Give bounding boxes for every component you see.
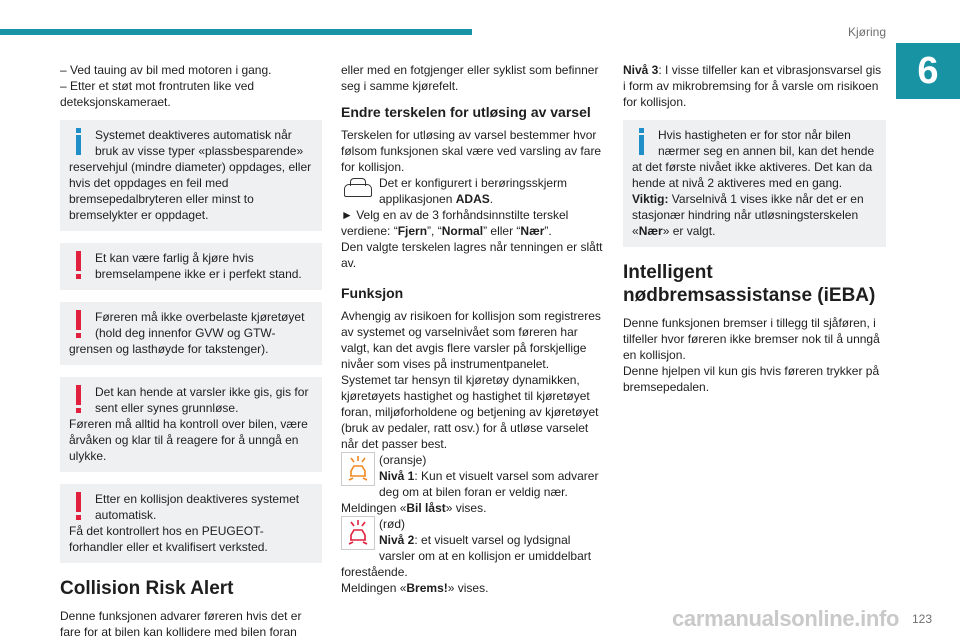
column-1 <box>60 62 322 640</box>
warning-text: Det kan hende at varsler ikke gis, gis for sent eller synes grunnløse. <box>95 385 309 415</box>
warning-text: Et kan være farlig å kjøre hvis bremselampene ikke er i perfekt stand. <box>95 251 302 281</box>
body-text: Denne funksjonen advarer føreren hvis det er fare for at bilen kan kollidere med bilen foran <box>60 609 302 639</box>
info-text: Viktig: Varselnivå 1 vises ikke når det er en stasjonær hindring når utløsningsterskelen «Nær» er valgt. <box>632 192 864 238</box>
warning-box-4 <box>60 484 322 563</box>
body-text: Systemet tar hensyn til kjøretøy dynamikken, kjøretøyets hastighet og hastighet til kjøretøyet foran, miljøforholdene og betjening av kjøretøyet (bruk av pedaler, ratt osv.) for å utløse varselet når det passer best. <box>341 373 599 451</box>
info-icon <box>69 127 91 157</box>
column-3 <box>623 62 886 395</box>
adas-row: Det er konfigurert i berøringsskjerm applikasjonen ADAS. <box>341 175 607 207</box>
body-text: Terskelen for utløsing av varsel bestemmer hvor følsom funksjonen skal være ved varsling av fare for kollisjon. <box>341 128 602 174</box>
body-text: eller med en fotgjenger eller syklist som befinner seg i samme kjørefelt. <box>341 63 599 93</box>
watermark: carmanualsonline.info <box>672 606 900 631</box>
step-text: ► Velg en av de 3 forhåndsinnstilte terskel verdiene: “Fjern”, “Normal” eller “Nær”. <box>341 208 569 238</box>
info-box <box>60 120 322 231</box>
warning-box-1 <box>60 243 322 290</box>
intro-line-2: – Etter et støt mot frontruten like ved deteksjonskameraet. <box>60 79 255 109</box>
info-text: Systemet deaktiveres automatisk når bruk av visse typer «plassbesparende» reservehjul (mindre diameter) oppdages, eller hvis det oppdages en feil med bremsepedalbryteren eller minst to bremselykter er oppdaget. <box>69 128 312 222</box>
body-text: Den valgte terskelen lagres når tenningen er slått av. <box>341 240 603 270</box>
warning-text: Etter en kollisjon deaktiveres systemet automatisk. <box>95 492 300 522</box>
level-3-text: Nivå 3: I visse tilfeller kan et vibrasjonsvarsel gis i form av mikrobremsing for å varsle om risikoen for kollisjon. <box>623 63 882 109</box>
message-text: Meldingen «Brems!» vises. <box>341 581 489 595</box>
warning-text: Føreren må alltid ha kontroll over bilen, være årvåken og klar til å reagere for å unngå en ulykke. <box>69 417 308 463</box>
subheading: Funksjon <box>341 285 404 301</box>
level-2-row: (rød) Nivå 2: et visuelt varsel og lydsignal varsler om at en kollisjon er umiddelbart forestående. <box>341 517 592 579</box>
section-title: Kjøring <box>847 25 886 39</box>
car-icon <box>341 175 375 203</box>
warning-icon <box>69 491 91 521</box>
body-text: Denne funksjonen bremser i tillegg til sjåføren, i tilfeller hvor føreren ikke bremser nok til å unngå en kollisjon. <box>623 316 880 362</box>
body-text: Avhengig av risikoen for kollisjon som registreres av systemet og varselnivået som føreren har valgt, kan det avgis flere varsler på forskjellige nivåer som vises på instrumentpanelet. <box>341 309 601 371</box>
warning-text: Føreren må ikke overbelaste kjøretøyet (hold deg innenfor GVW og GTW-grensen og lasthøyde for takstenger). <box>69 310 305 356</box>
warning-box-3 <box>60 377 322 472</box>
collision-alert-red-icon <box>341 516 375 550</box>
info-icon <box>632 127 654 157</box>
header-accent-bar <box>0 29 472 35</box>
info-text: Hvis hastigheten er for stor når bilen nærmer seg en annen bil, kan det hende at det første nivået ikke aktiveres. Det kan da hende at nivå 2 aktiveres med en gang. <box>632 128 875 190</box>
warning-icon <box>69 384 91 414</box>
warning-icon <box>69 250 91 280</box>
body-text: Denne hjelpen vil kun gis hvis føreren trykker på bremsepedalen. <box>623 364 880 394</box>
warning-box-2 <box>60 302 322 365</box>
section-heading: Collision Risk Alert <box>60 578 234 599</box>
section-heading: Intelligent nødbremsassistanse (iEBA) <box>623 262 876 306</box>
message-text: Meldingen «Bil låst» vises. <box>341 501 487 515</box>
warning-icon <box>69 309 91 339</box>
level-1-row: (oransje) Nivå 1: Kun et visuelt varsel som advarer deg om at bilen foran er veldig nær. <box>341 452 607 500</box>
subheading: Endre terskelen for utløsing av varsel <box>341 104 591 120</box>
chapter-tab: 6 <box>896 43 960 99</box>
page-number: 123 <box>911 612 932 626</box>
column-2 <box>341 62 607 596</box>
warning-text: Få det kontrollert hos en PEUGEOT-forhandler eller et kvalifisert verksted. <box>69 524 268 554</box>
info-box <box>623 120 886 247</box>
intro-line-1: – Ved tauing av bil med motoren i gang. <box>60 63 272 77</box>
collision-alert-orange-icon <box>341 452 375 486</box>
